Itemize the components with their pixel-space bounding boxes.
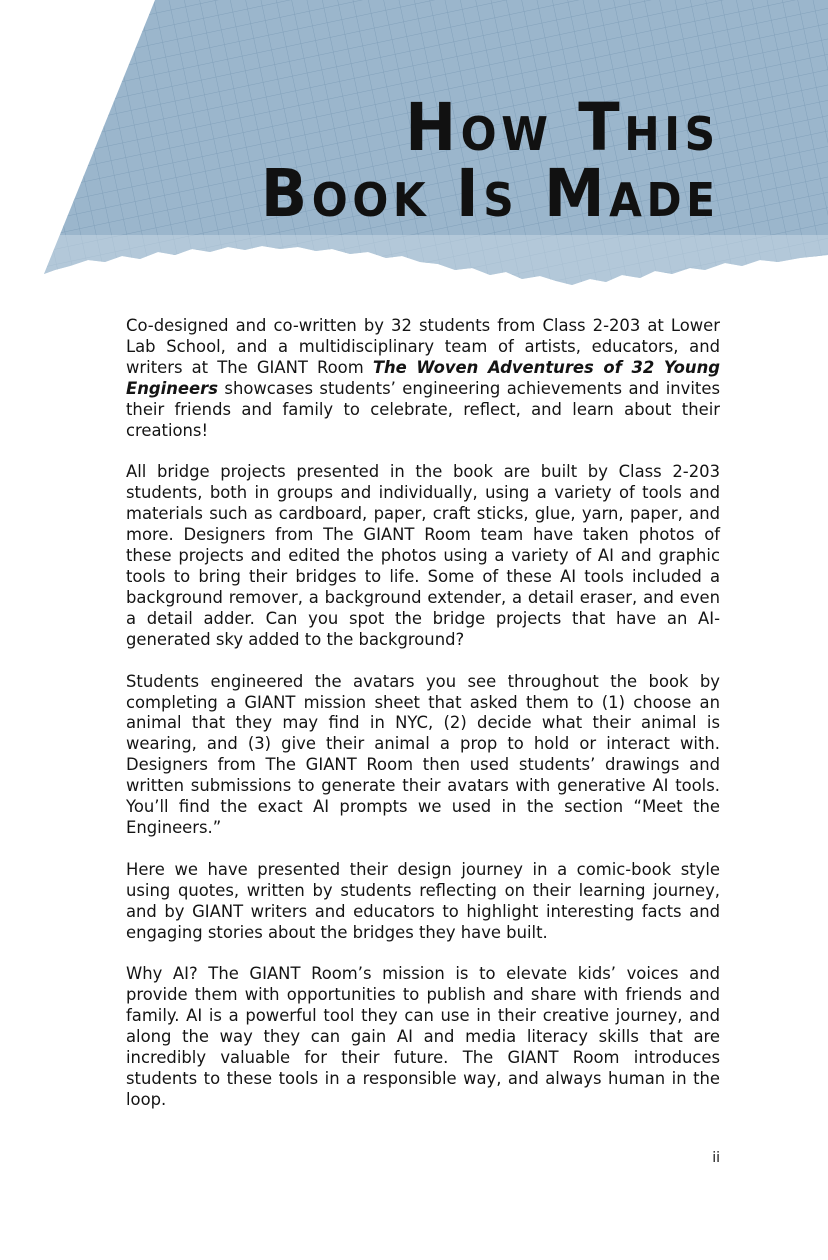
paragraph-intro [126,316,720,441]
paragraph-why-ai: Why AI? The GIANT Room’s mission is to elevate kids’ voices and provide them with opportunities to publish and share with friends and family. AI is a powerful tool they can use in their creative journey, and along the way they can gain AI and media literacy skills that are incredibly valuable for their future. The GIANT Room introduces students to these tools in a responsible way, and always human in the loop. [126,964,720,1109]
paragraph-design-journey: Here we have presented their design journey in a comic-book style using quotes, written by students reflecting on their learning journey, and by GIANT writers and educators to highlight interesting facts and engaging stories about the bridges they have built. [126,859,720,942]
intro-text-start: Co-designed and co-written by 32 students from Class 2-203 at Lower Lab School, and a multidisciplinary team of artists, educators, and writers at The GIANT Room [126,316,720,377]
body-text [126,316,720,1111]
title-line-1: How This [405,89,720,166]
page-title [261,89,720,232]
paragraph-avatars: Students engineered the avatars you see throughout the book by completing a GIANT mission sheet that asked them to (1) choose an animal that they may find in NYC, (2) decide what their animal is wearing, and (3) give their animal a prop to hold or interact with. Designers from The GIANT Room then used students’ drawings and written submissions to generate their avatars with generative AI tools. You’ll find the exact AI prompts we used in the section “Meet the Engineers.” [126,671,720,837]
intro-text-end: showcases students’ engineering achievements and invites their friends and family to celebrate, reflect, and learn about their creations! [126,378,720,440]
page-number: ii [712,1150,720,1166]
paragraph-bridge-projects: All bridge projects presented in the book are built by Class 2-203 students, both in groups and individually, using a variety of tools and materials such as cardboard, paper, craft sticks, glue, yarn, paper, and more. Designers from The GIANT Room team have taken photos of these projects and edited the photos using a variety of AI and graphic tools to bring their bridges to life. Some of these AI tools included a background remover, a background extender, a detail eraser, and even a detail adder. Can you spot the bridge projects that have an AI-generated sky added to the background? [126,462,720,649]
book-title: The Woven Adventures of 32 Young Engineers [126,357,720,398]
title-line-2: Book Is Made [261,155,720,232]
